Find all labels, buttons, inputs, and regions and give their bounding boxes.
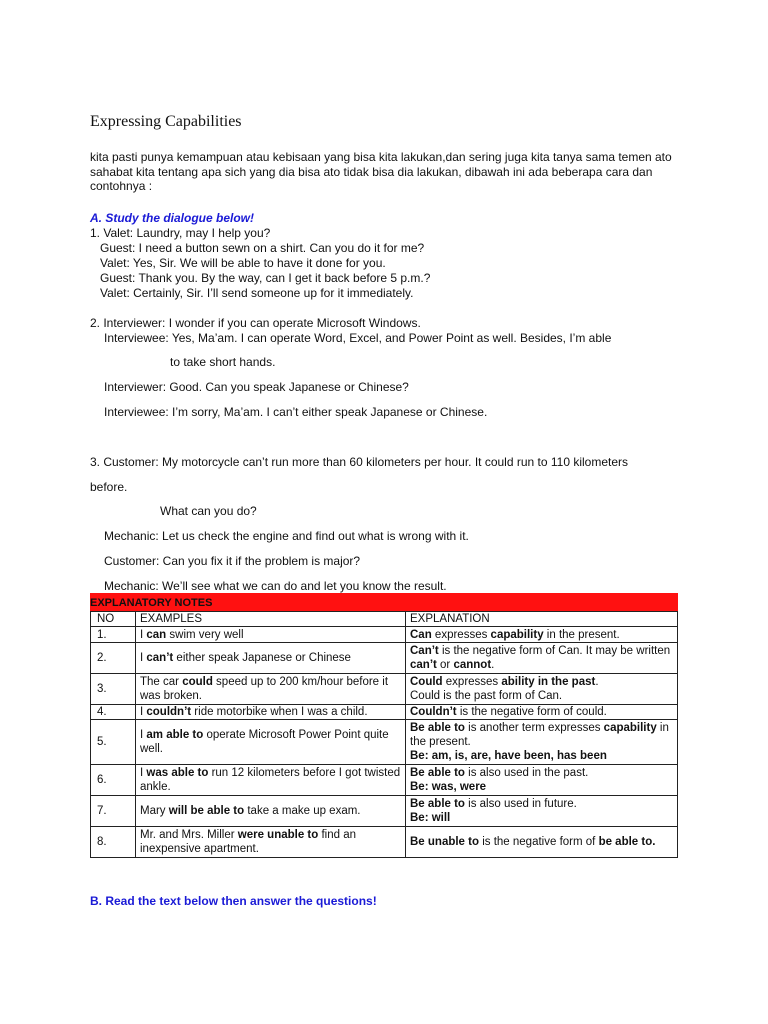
row-explanation: Could expresses ability in the past. Could is the past form of Can. [406,674,678,705]
section-a-heading: A. Study the dialogue below! [90,211,255,225]
row-number: 7. [91,796,136,827]
dialogue-1-line: Guest: I need a button sewn on a shirt. Can you do it for me? [100,241,425,255]
dialogue-2-line: Interviewee: I’m sorry, Ma’am. I can’t either speak Japanese or Chinese. [104,405,488,419]
table-row [91,720,678,765]
header-explanation: EXPLANATION [406,612,678,627]
row-explanation: Can expresses capability in the present. [406,627,678,643]
row-example: I couldn’t ride motorbike when I was a child. [136,705,406,720]
dialogue-3-line: Mechanic: Let us check the engine and find out what is wrong with it. [104,529,469,543]
explanatory-notes-table [90,611,678,858]
table-row [91,765,678,796]
section-b-heading: B. Read the text below then answer the questions! [90,894,377,908]
row-explanation: Can’t is the negative form of Can. It may be written can’t or cannot. [406,643,678,674]
table-row [91,705,678,720]
dialogue-3-line: Customer: Can you fix it if the problem is major? [104,554,361,568]
explanatory-notes-banner [90,593,678,611]
row-example: Mary will be able to take a make up exam. [136,796,406,827]
dialogue-3-line: What can you do? [160,504,257,518]
table-header-row [91,612,678,627]
row-explanation: Be able to is also used in future. Be: will [406,796,678,827]
row-example: I am able to operate Microsoft Power Point quite well. [136,720,406,765]
table-row [91,674,678,705]
dialogue-1-line: Valet: Certainly, Sir. I’ll send someone up for it immediately. [100,286,414,300]
row-explanation: Be unable to is the negative form of be able to. [406,827,678,858]
row-example: Mr. and Mrs. Miller were unable to find an inexpensive apartment. [136,827,406,858]
intro-paragraph: kita pasti punya kemampuan atau kebisaan yang bisa kita lakukan,dan sering juga kita tanya sama temen ato sahabat kita tentang apa sich yang dia bisa ato tidak bisa dia lakukan, dibawah ini ada beberapa cara dan contohnya : [90,150,672,193]
row-example: The car could speed up to 200 km/hour before it was broken. [136,674,406,705]
dialogue-1-line: Valet: Yes, Sir. We will be able to have it done for you. [100,256,386,270]
table-row [91,643,678,674]
row-example: I was able to run 12 kilometers before I got twisted ankle. [136,765,406,796]
row-number: 8. [91,827,136,858]
dialogue-3-line: before. [90,480,128,494]
dialogue-2-line: Interviewee: Yes, Ma’am. I can operate Word, Excel, and Power Point as well. Besides, I’m able [104,331,612,345]
header-no: NO [91,612,136,627]
table-row [91,827,678,858]
dialogue-1-line: Guest: Thank you. By the way, can I get it back before 5 p.m.? [100,271,431,285]
row-example: I can’t either speak Japanese or Chinese [136,643,406,674]
row-number: 4. [91,705,136,720]
row-example: I can swim very well [136,627,406,643]
dialogue-3-line: 3. Customer: My motorcycle can’t run more than 60 kilometers per hour. It could run to 110 kilometers [90,455,629,469]
dialogue-2-line: 2. Interviewer: I wonder if you can operate Microsoft Windows. [90,316,421,330]
row-number: 1. [91,627,136,643]
row-explanation: Couldn’t is the negative form of could. [406,705,678,720]
row-number: 2. [91,643,136,674]
row-explanation: Be able to is also used in the past. Be: was, were [406,765,678,796]
row-number: 5. [91,720,136,765]
dialogue-1-line: 1. Valet: Laundry, may I help you? [90,226,271,240]
document-title: Expressing Capabilities [90,113,242,130]
dialogue-3-line: Mechanic: We’ll see what we can do and let you know the result. [104,579,447,593]
table-row [91,796,678,827]
table-row [91,627,678,643]
explanatory-notes-label: EXPLANATORY NOTES [90,597,213,609]
header-examples: EXAMPLES [136,612,406,627]
dialogue-2-line: to take short hands. [170,355,276,369]
row-number: 3. [91,674,136,705]
row-number: 6. [91,765,136,796]
dialogue-2-line: Interviewer: Good. Can you speak Japanese or Chinese? [104,380,409,394]
row-explanation: Be able to is another term expresses capability in the present. Be: am, is, are, have been, has been [406,720,678,765]
